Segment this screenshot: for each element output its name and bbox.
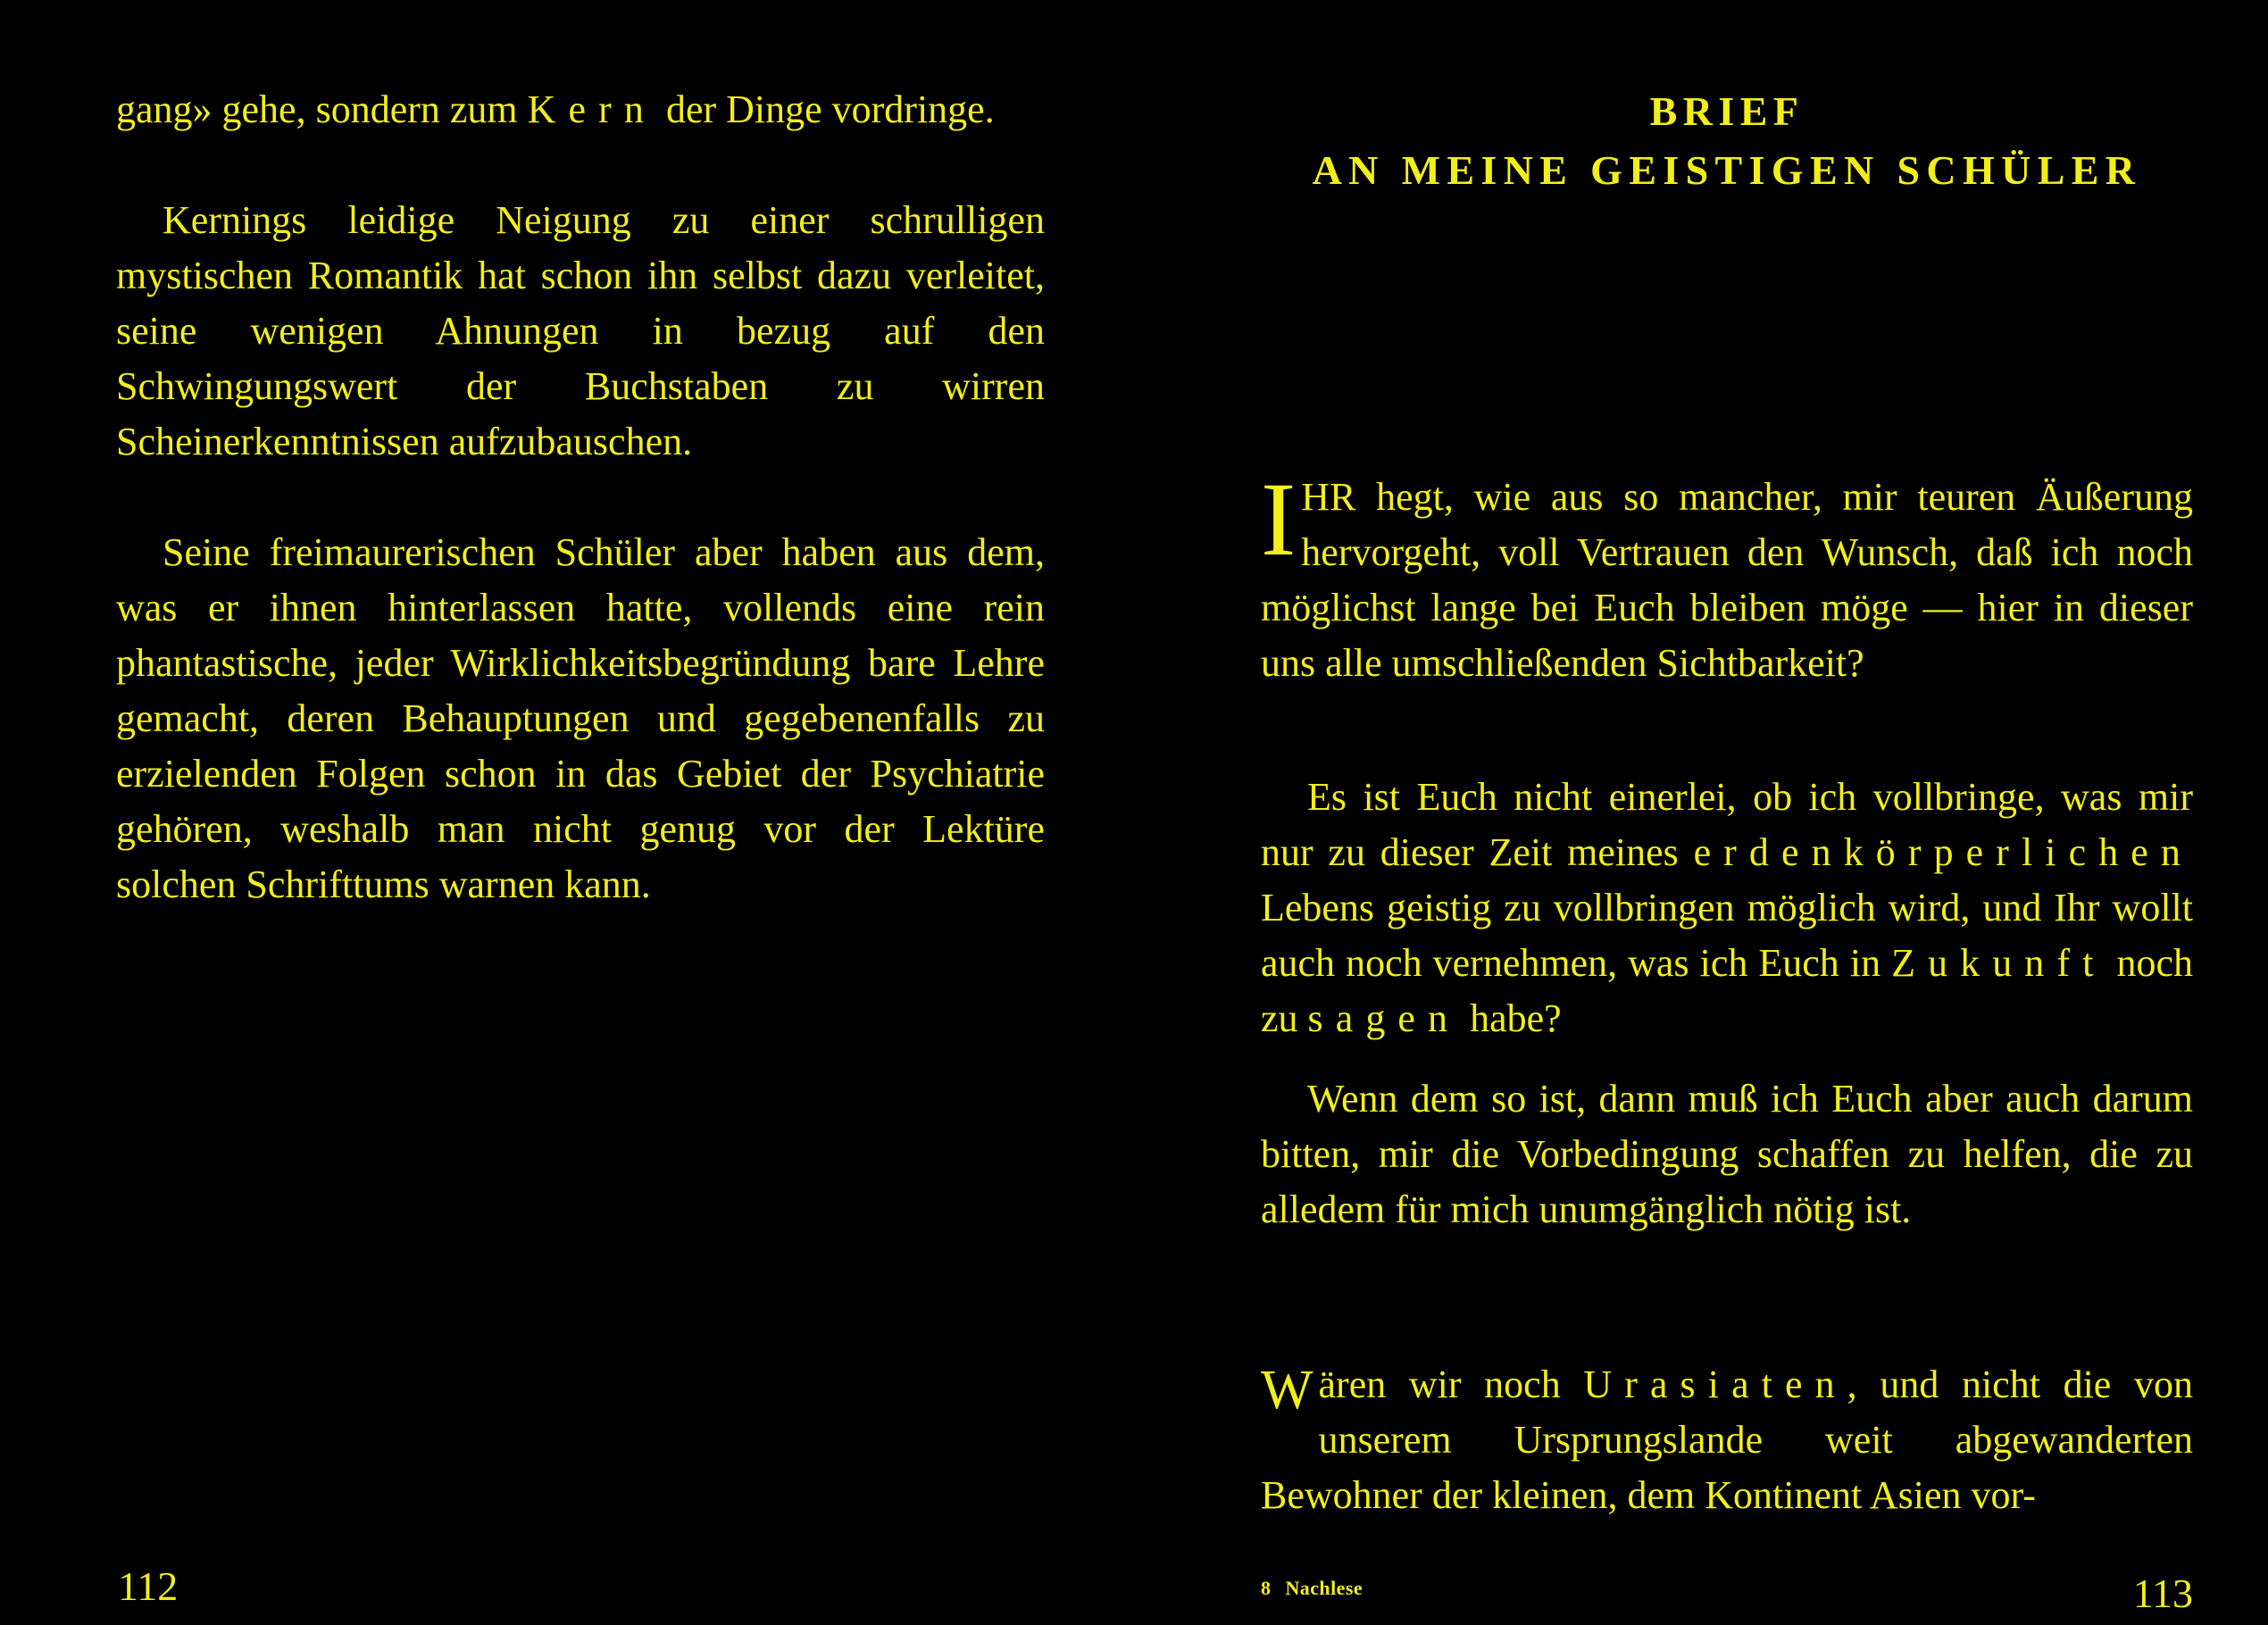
- drop-cap-i: I: [1261, 461, 1297, 578]
- left-paragraph-2: Kernings leidige Neigung zu einer schrulligen mystischen Romantik hat schon ihn selbst dazu verleitet, seine wenigen Ahnungen in bezug auf den Schwingungswert der Buchstaben zu wirren Scheinerkenntnissen aufzubauschen.: [116, 198, 1045, 463]
- chapter-title-line-1: BRIEF: [1649, 88, 1805, 134]
- right-paragraph-2-text-b: Lebens geistig zu vollbringen möglich wird, und Ihr wollt auch noch vernehmen, was ich Euch in: [1261, 886, 2193, 985]
- left-paragraph-1-text-b: der Dinge vordringe.: [655, 88, 995, 131]
- right-paragraph-2-text-a: Es ist Euch nicht einerlei, ob ich vollbringe, was mir nur zu dieser Zeit meines: [1261, 775, 2193, 874]
- right-paragraph-2-text-d: habe?: [1460, 996, 1562, 1040]
- right-paragraph-2-emphasis-3: sagen: [1307, 996, 1461, 1040]
- left-paragraph-1-emphasis: Kern: [527, 88, 656, 131]
- drop-cap-w: W: [1261, 1360, 1313, 1421]
- left-page: [116, 0, 1045, 1625]
- right-paragraph-2-emphasis-2: Zukunft: [1891, 941, 2106, 985]
- right-paragraph-3: Wenn dem so ist, dann muß ich Euch aber auch darum bitten, mir die Vorbedingung schaffen zu helfen, die zu alledem für mich unumgänglich nötig ist.: [1261, 1077, 2193, 1231]
- signature-label: Nachlese: [1285, 1577, 1363, 1599]
- right-paragraph-2: [1261, 770, 2193, 1046]
- right-paragraph-1-text: HR hegt, wie aus so mancher, mir teuren Äußerung hervorgeht, voll Vertrauen den Wunsch, daß ich noch möglichst lange bei Euch bleiben möge — hier in dieser uns alle umschließenden Sichtbarkeit?: [1261, 475, 2193, 685]
- right-paragraph-4: [1261, 1357, 2193, 1523]
- right-paragraph-4-emphasis: Urasiaten: [1583, 1362, 1847, 1406]
- signature-number: 8: [1261, 1577, 1272, 1599]
- left-paragraph-3: Seine freimaurerischen Schüler aber haben aus dem, was er ihnen hinterlassen hatte, vollends eine rein phantastische, jeder Wirklichkeitsbegründung bare Lehre gemacht, deren Behauptungen und gegebenenfalls zu erzielenden Folgen schon in das Gebiet der Psychiatrie gehören, weshalb man nicht genug vor der Lektüre solchen Schrifttums warnen kann.: [116, 530, 1045, 906]
- right-paragraph-2-text-c: noch zu: [1261, 941, 2193, 1040]
- left-paragraph-1-text-a: gang» gehe, sondern zum: [116, 88, 528, 131]
- printer-signature: [1261, 1575, 1363, 1602]
- chapter-title-line-2: AN MEINE GEISTIGEN SCHÜLER: [1312, 147, 2142, 193]
- right-page: [1261, 0, 2193, 1625]
- page-number-left: 112: [118, 1563, 179, 1609]
- right-paragraph-2-emphasis-1: erdenkörperlichen: [1693, 830, 2193, 874]
- left-paragraph-1: [116, 82, 1045, 138]
- right-paragraph-4-text-a: ären wir noch: [1318, 1362, 1584, 1406]
- right-paragraph-4-text-b: , und nicht die von unserem Ursprungslande weit abgewanderten Bewohner der kleinen, dem Kontinent Asien vor-: [1261, 1362, 2193, 1517]
- page-number-right: 113: [2132, 1571, 2193, 1616]
- right-paragraph-1: [1261, 461, 2193, 691]
